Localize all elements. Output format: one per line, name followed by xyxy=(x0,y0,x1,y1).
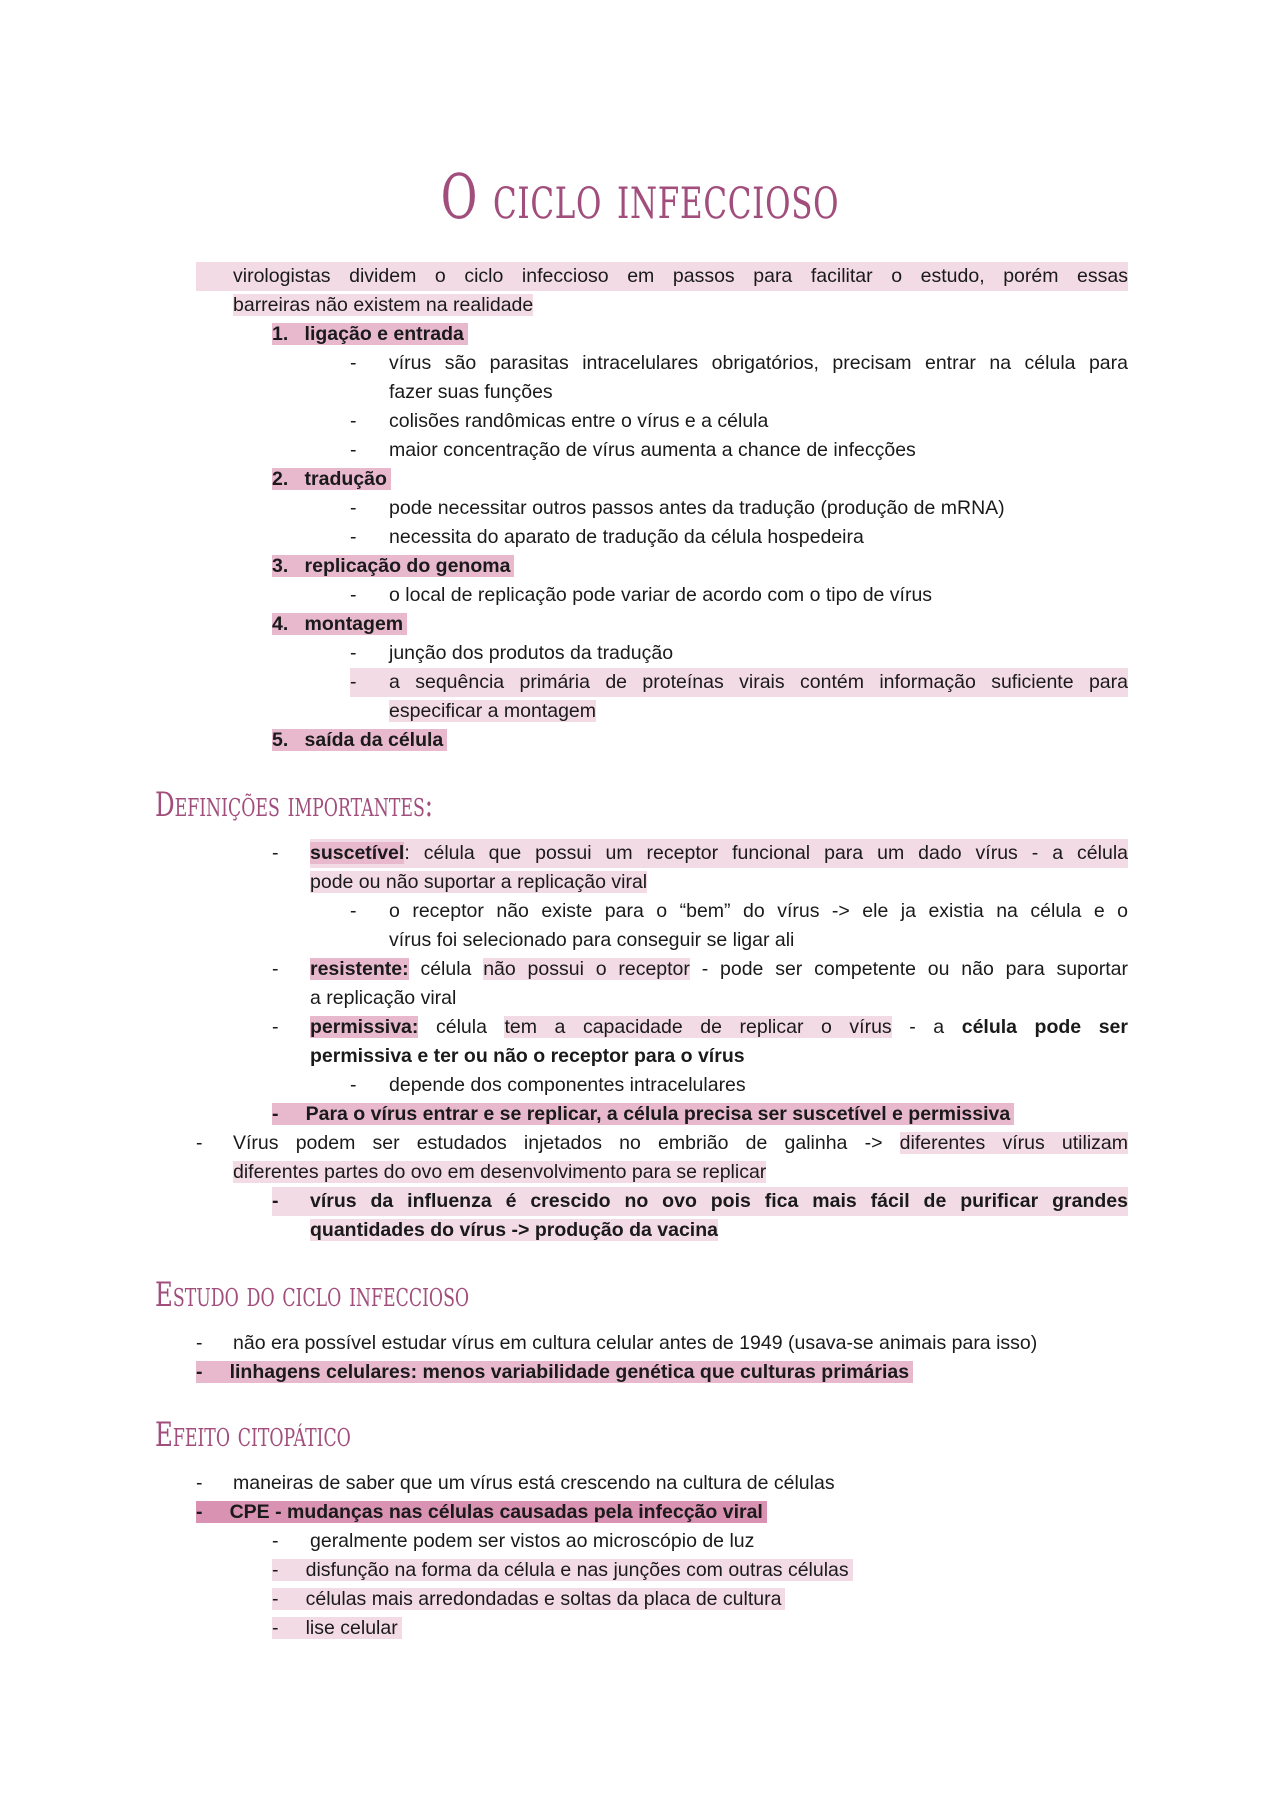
bullet-dash: - xyxy=(272,842,279,864)
term-resistente: resistente: xyxy=(310,958,409,980)
step-3-num: 3. xyxy=(272,555,289,577)
bullet-dash: - xyxy=(196,1332,203,1354)
ovo-line2 xyxy=(233,1158,766,1187)
def-suscetivel-line1 xyxy=(310,839,1128,868)
bullet-dash: - xyxy=(350,642,357,664)
bullet-dash: - xyxy=(272,1190,279,1212)
efeito-sub-4-bg xyxy=(272,1617,402,1639)
step-3-heading xyxy=(272,552,514,581)
def-permissiva-line1 xyxy=(310,1013,1128,1042)
intro-line2 xyxy=(233,291,533,320)
def-permissiva-line2: permissiva e ter ou não o receptor para o vírus xyxy=(310,1045,745,1067)
step-5-heading xyxy=(272,726,447,755)
bullet-dash: - xyxy=(350,584,357,606)
bullet-dash: - xyxy=(350,1074,357,1096)
efeito-sub-2-text: disfunção na forma da célula e nas junções com outras células xyxy=(305,1559,849,1581)
step-2-heading xyxy=(272,465,391,494)
bullet-dash: - xyxy=(272,1559,279,1581)
step-5-label-bg xyxy=(272,729,447,751)
bullet-dash: - xyxy=(196,1472,203,1494)
influenza-line2-text: quantidades do vírus -> produção da vacina xyxy=(310,1219,718,1241)
step-3-label: replicação do genoma xyxy=(304,555,511,577)
bullet-dash: - xyxy=(272,958,279,980)
term-suscetivel: suscetível xyxy=(310,842,405,864)
bullet-dash: - xyxy=(196,1132,203,1154)
bullet-dash: - xyxy=(350,671,357,693)
influenza-line1: vírus da influenza é crescido no ovo pois fica mais fácil de purificar grandes xyxy=(310,1190,1128,1212)
estudo-item-2-text: linhagens celulares: menos variabilidade genética que culturas primárias xyxy=(229,1361,910,1383)
efeito-sub-2-bg xyxy=(272,1559,853,1581)
section-heading-efeito: Efeito citopático xyxy=(155,1415,351,1455)
estudo-item-2-bg xyxy=(196,1361,913,1383)
section-heading-estudo: Estudo do ciclo infeccioso xyxy=(155,1275,470,1315)
ovo-line1 xyxy=(233,1129,1128,1158)
def-resistente-line2: a replicação viral xyxy=(310,987,457,1009)
bullet-dash: - xyxy=(350,497,357,519)
bullet-dash: - xyxy=(272,1016,279,1038)
step-4-label-bg xyxy=(272,613,407,635)
step-4-heading xyxy=(272,610,407,639)
def-suscetivel-text: célula que possui um receptor funcional para um dado vírus - a célula xyxy=(423,842,1128,864)
efeito-sub-3 xyxy=(272,1585,785,1614)
step-1-item-2: colisões randômicas entre o vírus e a célula xyxy=(389,410,769,432)
efeito-sub-4-text: lise celular xyxy=(305,1617,398,1639)
def-permissiva-c: - a xyxy=(909,1016,945,1038)
bullet-dash: - xyxy=(350,352,357,374)
ovo-a: Vírus podem ser estudados injetados no embrião de galinha -> xyxy=(233,1132,883,1154)
step-1-item-1: vírus são parasitas intracelulares obrigatórios, precisam entrar na célula para xyxy=(389,352,1128,374)
step-3-item-1: o local de replicação pode variar de acordo com o tipo de vírus xyxy=(389,584,933,606)
def-permissiva-a: célula xyxy=(435,1016,487,1038)
intro-line2-text: barreiras não existem na realidade xyxy=(233,294,534,316)
def-resistente-c: - pode ser competente ou não para suportar xyxy=(701,958,1129,980)
estudo-item-2 xyxy=(196,1358,913,1387)
step-1-item-3: maior concentração de vírus aumenta a chance de infecções xyxy=(389,439,916,461)
bullet-dash: - xyxy=(272,1617,279,1639)
efeito-sub-4 xyxy=(272,1614,402,1643)
step-2-item-2: necessita do aparato de tradução da célula hospedeira xyxy=(389,526,864,548)
step-1-heading xyxy=(272,320,468,349)
efeito-sub-1: geralmente podem ser vistos ao microscópio de luz xyxy=(310,1530,755,1552)
intro-line1: virologistas dividem o ciclo infeccioso em passos para facilitar o estudo, porém essas xyxy=(233,265,1128,287)
def-suscetivel-sub2: vírus foi selecionado para conseguir se ligar ali xyxy=(389,929,795,951)
step-2-num: 2. xyxy=(272,468,289,490)
bullet-dash: - xyxy=(196,1501,203,1523)
def-permissiva-d: célula pode ser xyxy=(961,1016,1128,1038)
step-4-item-2b xyxy=(389,697,596,726)
section-heading-definicoes: Definições importantes: xyxy=(155,785,434,825)
def-resistente-line1 xyxy=(310,955,1128,984)
bullet-dash: - xyxy=(196,1361,203,1383)
bullet-dash: - xyxy=(350,900,357,922)
bullet-dash: - xyxy=(350,410,357,432)
def-suscetivel-line2 xyxy=(310,868,647,897)
step-3-label-bg xyxy=(272,555,514,577)
page-title: O ciclo infeccioso xyxy=(440,160,840,233)
efeito-sub-3-bg xyxy=(272,1588,785,1610)
conclusion xyxy=(272,1100,1014,1129)
influenza-line2 xyxy=(310,1216,718,1245)
step-4-label: montagem xyxy=(304,613,404,635)
step-5-label: saída da célula xyxy=(304,729,444,751)
bullet-dash: - xyxy=(350,439,357,461)
step-4-item-2b-text: especificar a montagem xyxy=(389,700,597,722)
ovo-line2-text: diferentes partes do ovo em desenvolvimento para se replicar xyxy=(233,1161,767,1183)
step-5-num: 5. xyxy=(272,729,289,751)
step-1-label: ligação e entrada xyxy=(304,323,464,345)
efeito-item-1: maneiras de saber que um vírus está crescendo na cultura de células xyxy=(233,1472,835,1494)
ovo-b: diferentes vírus utilizam xyxy=(899,1132,1129,1154)
step-2-label: tradução xyxy=(304,468,387,490)
bullet-dash: - xyxy=(272,1530,279,1552)
colon: : xyxy=(404,842,410,864)
efeito-sub-3-text: células mais arredondadas e soltas da placa de cultura xyxy=(305,1588,782,1610)
efeito-sub-2 xyxy=(272,1556,853,1585)
step-2-item-1: pode necessitar outros passos antes da tradução (produção de mRNA) xyxy=(389,497,1005,519)
step-1-item-1b: fazer suas funções xyxy=(389,381,553,403)
efeito-item-2 xyxy=(196,1498,767,1527)
def-resistente-b: não possui o receptor xyxy=(483,958,690,980)
step-1-label-bg xyxy=(272,323,468,345)
conclusion-text: Para o vírus entrar e se replicar, a célula precisa ser suscetível e permissiva xyxy=(305,1103,1011,1125)
def-suscetivel-line2-text: pode ou não suportar a replicação viral xyxy=(310,871,648,893)
step-4-item-2: a sequência primária de proteínas virais contém informação suficiente para xyxy=(389,671,1128,693)
step-4-num: 4. xyxy=(272,613,289,635)
def-permissiva-sub: depende dos componentes intracelulares xyxy=(389,1074,746,1096)
estudo-item-1: não era possível estudar vírus em cultura celular antes de 1949 (usava-se animais para isso) xyxy=(233,1332,1038,1354)
bullet-dash: - xyxy=(350,526,357,548)
conclusion-bg xyxy=(272,1103,1014,1125)
bullet-dash: - xyxy=(272,1588,279,1610)
def-permissiva-b: tem a capacidade de replicar o vírus xyxy=(504,1016,892,1038)
step-1-num: 1. xyxy=(272,323,289,345)
def-suscetivel-sub1: o receptor não existe para o “bem” do vírus -> ele ja existia na célula e o xyxy=(389,900,1128,922)
term-permissiva: permissiva: xyxy=(310,1016,419,1038)
step-4-item-1: junção dos produtos da tradução xyxy=(389,642,674,664)
efeito-item-2-bg xyxy=(196,1501,767,1523)
step-2-label-bg xyxy=(272,468,391,490)
efeito-item-2-text: CPE - mudanças nas células causadas pela infecção viral xyxy=(229,1501,763,1523)
def-resistente-a: célula xyxy=(420,958,472,980)
bullet-dash: - xyxy=(272,1103,279,1125)
